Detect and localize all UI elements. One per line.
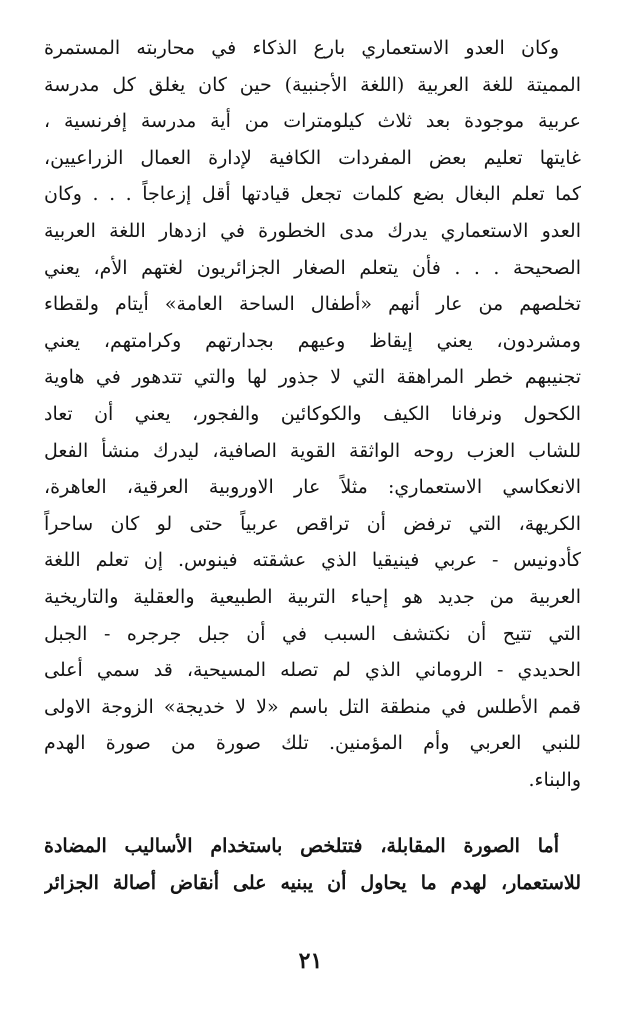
text-line: تجنيبهم خطر المراهقة التي لا جذور لها والتي تتدهور في هاوية	[44, 366, 581, 389]
text-line: الانعكاسي الاستعماري: مثلاً عار الاوروبية العرقية، العاهرة،	[44, 476, 581, 499]
text-line: الكريهة، التي ترفض أن تراقص عربياً حتى لو كان ساحراً	[44, 512, 581, 535]
text-line: العربية من جديد هو إحياء التربية الطبيعية والعقلية والتاريخية	[44, 585, 581, 608]
text-line: أما الصورة المقابلة، فتتلخص باستخدام الأساليب المضادة	[44, 835, 559, 858]
text-line: كما تعلم البغال بضع كلمات تجعل قيادتها أقل إزعاجاً . . . وكان	[44, 183, 581, 206]
page-number: ٢١	[298, 948, 323, 974]
text-line: تخلصهم من عار أنهم «أطفال الساحة العامة» أيتام ولقطاء	[44, 293, 581, 316]
text-line: للشاب العزب روحه الواثقة القوية الصافية، ليدرك منشأ الفعل	[44, 439, 581, 462]
body-paragraph	[44, 30, 581, 798]
text-line: الكحول ونرفانا الكيف والكوكائين والفجور، يعني أن تعاد	[44, 402, 581, 425]
text-line: للنبي العربي وأم المؤمنين. تلك صورة من صورة الهدم	[44, 732, 581, 755]
text-line: غايتها تعليم بعض المفردات الكافية لإدارة العمال الزراعيين،	[44, 146, 581, 169]
text-line: قمم الأطلس في منطقة التل باسم «لا لا خديجة» الزوجة الاولى	[44, 695, 581, 718]
body-paragraph	[44, 828, 581, 901]
text-line: الصحيحة . . . فأن يتعلم الصغار الجزائريون لغتهم الأم، يعني	[44, 256, 581, 279]
text-line: كأدونيس - عربي فينيقيا الذي عشقته فينوس. إن تعلم اللغة	[44, 549, 581, 572]
text-line: الحديدي - الروماني الذي لم تصله المسيحية، قد سمي أعلى	[44, 659, 581, 682]
text-line: العدو الاستعماري يدرك مدى الخطورة في ازدهار اللغة العربية	[44, 219, 581, 242]
text-line: والبناء.	[528, 768, 581, 791]
text-line: المميتة للغة العربية (اللغة الأجنبية) حين كان يغلق كل مدرسة	[44, 73, 581, 96]
text-line: عربية موجودة بعد ثلاث كيلومترات من أية مدرسة إفرنسية ،	[44, 110, 581, 133]
text-line: ومشردون، يعني إيقاظ وعيهم بجدارتهم وكرامتهم، يعني	[44, 329, 581, 352]
text-line: للاستعمار، لهدم ما يحاول أن يبنيه على أنقاض أصالة الجزائر	[44, 872, 581, 895]
text-line: التي تتيح أن نكتشف السبب في أن جبل جرجره - الجبل	[44, 622, 581, 645]
text-line: وكان العدو الاستعماري بارع الذكاء في محاربته المستمرة	[44, 37, 559, 59]
